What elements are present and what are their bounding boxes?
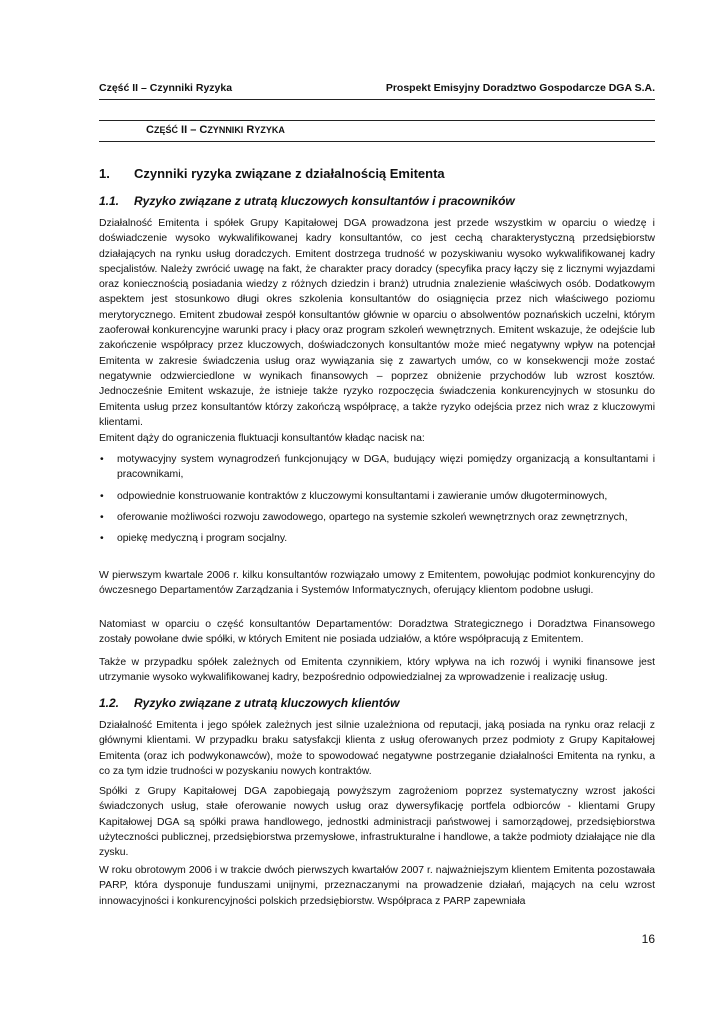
list-item: • opiekę medyczną i program socjalny.: [99, 531, 655, 546]
paragraph: Natomiast w oparciu o część konsultantów Departamentów: Doradztwa Strategicznego i Doradztwa Finansowego zostały powołane dwie spółki, w których Emitent nie posiada udziałów, a które współpracują z Emitentem.: [99, 619, 655, 646]
part-title: CZĘŚĆ II – CZYNNIKI RYZYKA: [146, 124, 285, 136]
list-item: • oferowanie możliwości rozwoju zawodowego, opartego na systemie szkoleń wewnętrznych oraz zewnętrznych,: [99, 510, 655, 525]
paragraph: Spółki z Grupy Kapitałowej DGA zapobiegają powyższym zagrożeniom poprzez systematyczny wzrost jakości świadczonych usług, stałe oferowanie nowych usług oraz dywersyfikację portfela odbiorców - klientami Grupy Kapitałowej DGA są spółki prawa handlowego, jednostki administracji państwowej i samorządowej, przedsiębiorstwa użyteczności publicznej, przedsiębiorstwa przemysłowe, infrastrukturalne i handlowe, a także podmioty działające nie dla zysku.: [99, 786, 655, 859]
paragraph: Działalność Emitenta i spółek Grupy Kapitałowej DGA prowadzona jest przede wszystkim w oparciu o wiedzę i doświadczenie wysoko wykwalifikowanej kadry konsultantów, co jest cechą charakterystyczną przedsiębiorstw działających na rynku usług doradczych. Emitent dostrzega trudność w pozyskiwaniu wysoko wykwalifikowanej kadry specjalistów. Należy zwrócić uwagę na fakt, że charakter pracy doradcy (specyfika pracy łączy się z licznymi wyjazdami oraz koniecznością posiadania wiedzy z różnych dziedzin i branż) utrudnia znalezienie właściwych osób. Dodatkowym aspektem jest stosunkowo długi okres szkolenia konsultantów do osiągnięcia przez nich właściwego poziomu merytorycznego. Emitent zbudował zespół konsultantów głównie w oparciu o absolwentów poznańskich uczelni, którym zaoferował konkurencyjne warunki pracy i płacy oraz program szkoleń wewnętrznych. Emitent wskazuje, że odejście lub zakończenie współpracy przez kluczowych, doświadczonych konsultantów może mieć negatywny wpływ na potencjał Emitenta w zakresie świadczenia usług oraz wywiązania się z zawartych umów, co w konsekwencji może zostać negatywnie odzwierciedlone w wynikach finansowych – poprzez obniżenie przychodów lub wzrost kosztów. Jednocześnie Emitent wskazuje, że istnieje także ryzyko rozpoczęcia świadczenia konkurencyjnych w stosunku do Emitenta usług przez konsultantów którzy zakończą współpracę, a także ryzyko odejścia przez nich wraz z kluczowymi klientami.: [99, 218, 655, 428]
list-item: • motywacyjny system wynagrodzeń funkcjonujący w DGA, budujący więzi pomiędzy organizacją a konsultantami i pracownikami,: [100, 454, 655, 481]
paragraph: W pierwszym kwartale 2006 r. kilku konsultantów rozwiązało umowy z Emitentem, powołując podmiot konkurencyjny do ówczesnego Departamentów Zarządzania i Systemów Informatycznych, oferujący klientom podobne usługi.: [99, 570, 655, 597]
section-1-heading: 1. Czynniki ryzyka związane z działalnością Emitenta: [99, 166, 445, 181]
part-title-rule-top: [99, 120, 655, 121]
section-1-1-heading: 1.1. Ryzyko związane z utratą kluczowych konsultantów i pracowników: [99, 194, 515, 208]
list-item: • odpowiednie konstruowanie kontraktów z kluczowymi konsultantami i zawieranie umów długoterminowych,: [99, 489, 655, 504]
paragraph: Emitent dąży do ograniczenia fluktuacji konsultantów kładąc nacisk na:: [99, 433, 425, 444]
bullet-glyph: •: [100, 490, 104, 502]
paragraph: Także w przypadku spółek zależnych od Emitenta czynnikiem, który wpływa na ich rozwój i wyniki finansowe jest utrzymanie wysoko wykwalifikowanej kadry, bezpośrednio odpowiedzialnej za wprowadzenie i realizację usług.: [99, 657, 655, 684]
section-1-2-heading: 1.2. Ryzyko związane z utratą kluczowych klientów: [99, 696, 400, 710]
bullet-glyph: •: [100, 511, 104, 523]
header-rule: [99, 99, 655, 100]
header-document-title: Prospekt Emisyjny Doradztwo Gospodarcze DGA S.A.: [385, 82, 655, 94]
header-chapter: Część II – Czynniki Ryzyka: [99, 82, 233, 94]
bullet-list: [99, 452, 655, 552]
running-header: [99, 82, 655, 96]
bullet-glyph: •: [100, 533, 104, 545]
part-title-rule-bottom: [99, 141, 655, 142]
page-number: 16: [641, 932, 655, 946]
bullet-glyph: •: [100, 454, 104, 465]
paragraph: Działalność Emitenta i jego spółek zależnych jest silnie uzależniona od reputacji, jaką posiada na rynku oraz relacji z głównymi klientami. W przypadku braku satysfakcji klienta z usług oferowanych przez podmioty z Grupy Kapitałowej Emitenta (oraz ich podwykonawców), może to spowodować negatywne postrzeganie działalności Emitenta na rynku, a co za tym idzie trudności w pozyskaniu nowych kontraktów.: [99, 720, 655, 777]
paragraph: W roku obrotowym 2006 i w trakcie dwóch pierwszych kwartałów 2007 r. najważniejszym klientem Emitenta pozostawała PARP, która dysponuje funduszami unijnymi, przeznaczanymi na prowadzenie działań, mających na celu wzrost innowacyjności i konkurencyjności polskich przedsiębiorstw. Współpraca z PARP zapewniała: [99, 865, 655, 907]
